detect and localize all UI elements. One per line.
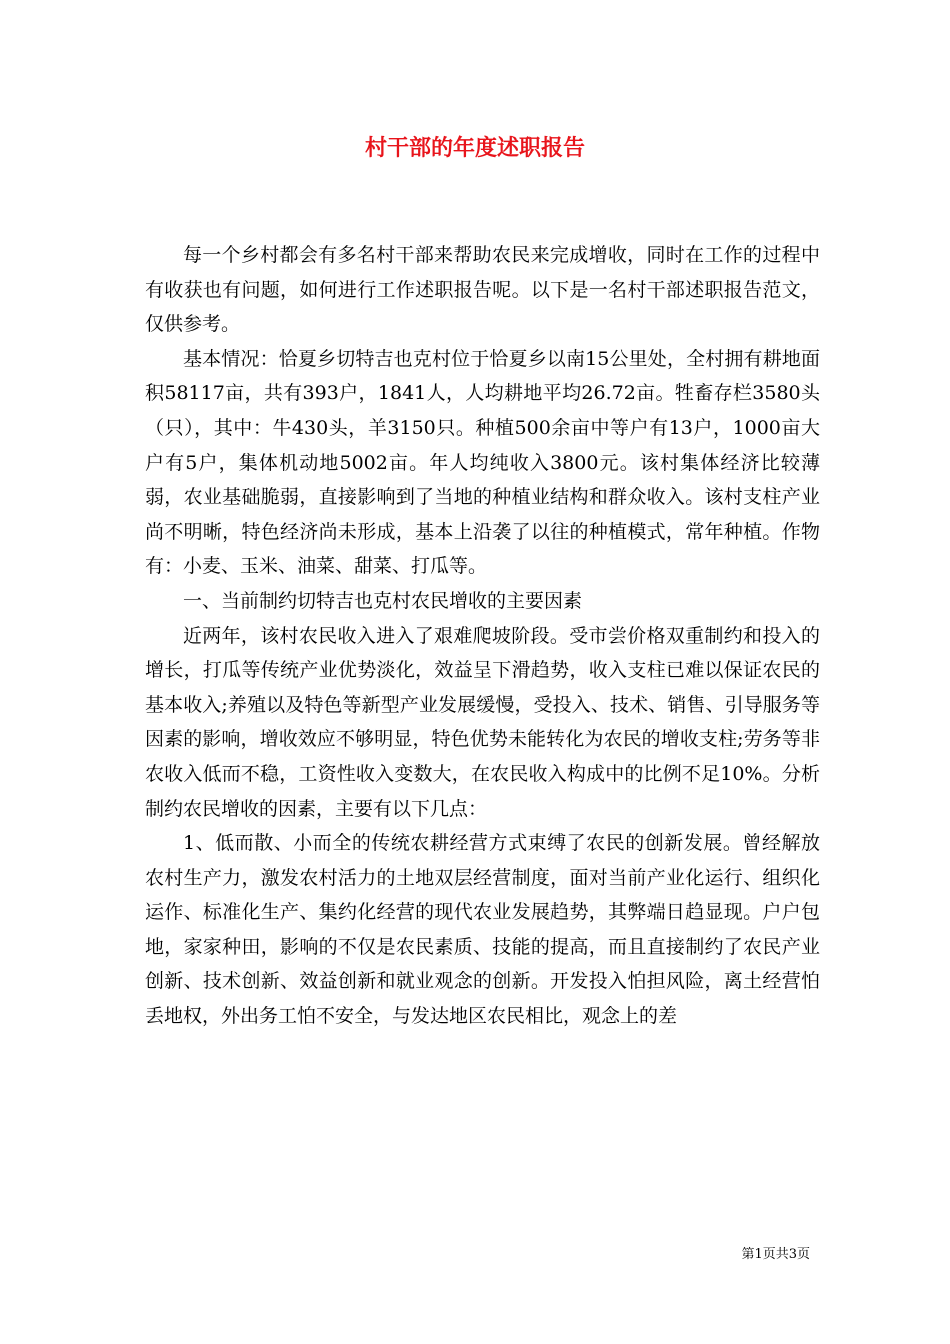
document-body <box>145 238 820 1034</box>
paragraph-point-1: 1、低而散、小而全的传统农耕经营方式束缚了农民的创新发展。曾经解放农村生产力，激发农村活力的土地双层经营制度，面对当前产业化运行、组织化运作、标准化生产、集约化经营的现代农业发展趋势，其弊端日趋显现。户户包地，家家种田，影响的不仅是农民素质、技能的提高，而且直接制约了农民产业创新、技术创新、效益创新和就业观念的创新。开发投入怕担风险，离土经营怕丢地权，外出务工怕不安全，与发达地区农民相比，观念上的差 <box>145 832 820 1028</box>
page-number: 第1页共3页 <box>741 1247 810 1262</box>
paragraph-recent-years: 近两年，该村农民收入进入了艰难爬坡阶段。受市尝价格双重制约和投入的增长，打瓜等传统产业优势淡化，效益呈下滑趋势，收入支柱已难以保证农民的基本收入;养殖以及特色等新型产业发展缓慢，受投入、技术、销售、引导服务等因素的影响，增收效应不够明显，特色优势未能转化为农民的增收支柱;劳务等非农收入低而不稳，工资性收入变数大，在农民收入构成中的比例不足10%。分析制约农民增收的因素，主要有以下几点： <box>145 624 820 820</box>
paragraph-basic-situation: 基本情况：恰夏乡切特吉也克村位于恰夏乡以南15公里处，全村拥有耕地面积58117亩，共有393户，1841人，人均耕地平均26.72亩。牲畜存栏3580头（只），其中：牛430头，羊3150只。种植500余亩中等户有13户，1000亩大户有5户，集体机动地5002亩。年人均纯收入3800元。该村集体经济比较薄弱，农业基础脆弱，直接影响到了当地的种植业结构和群众收入。该村支柱产业尚不明晰，特色经济尚未形成，基本上沿袭了以往的种植模式，常年种植。作物有：小麦、玉米、油菜、甜菜、打瓜等。 <box>145 347 820 578</box>
page-title: 村干部的年度述职报告 <box>364 135 585 161</box>
paragraph-intro: 每一个乡村都会有多名村干部来帮助农民来完成增收，同时在工作的过程中有收获也有问题，如何进行工作述职报告呢。以下是一名村干部述职报告范文，仅供参考。 <box>145 244 820 336</box>
section-heading-1: 一、当前制约切特吉也克村农民增收的主要因素 <box>183 589 583 612</box>
